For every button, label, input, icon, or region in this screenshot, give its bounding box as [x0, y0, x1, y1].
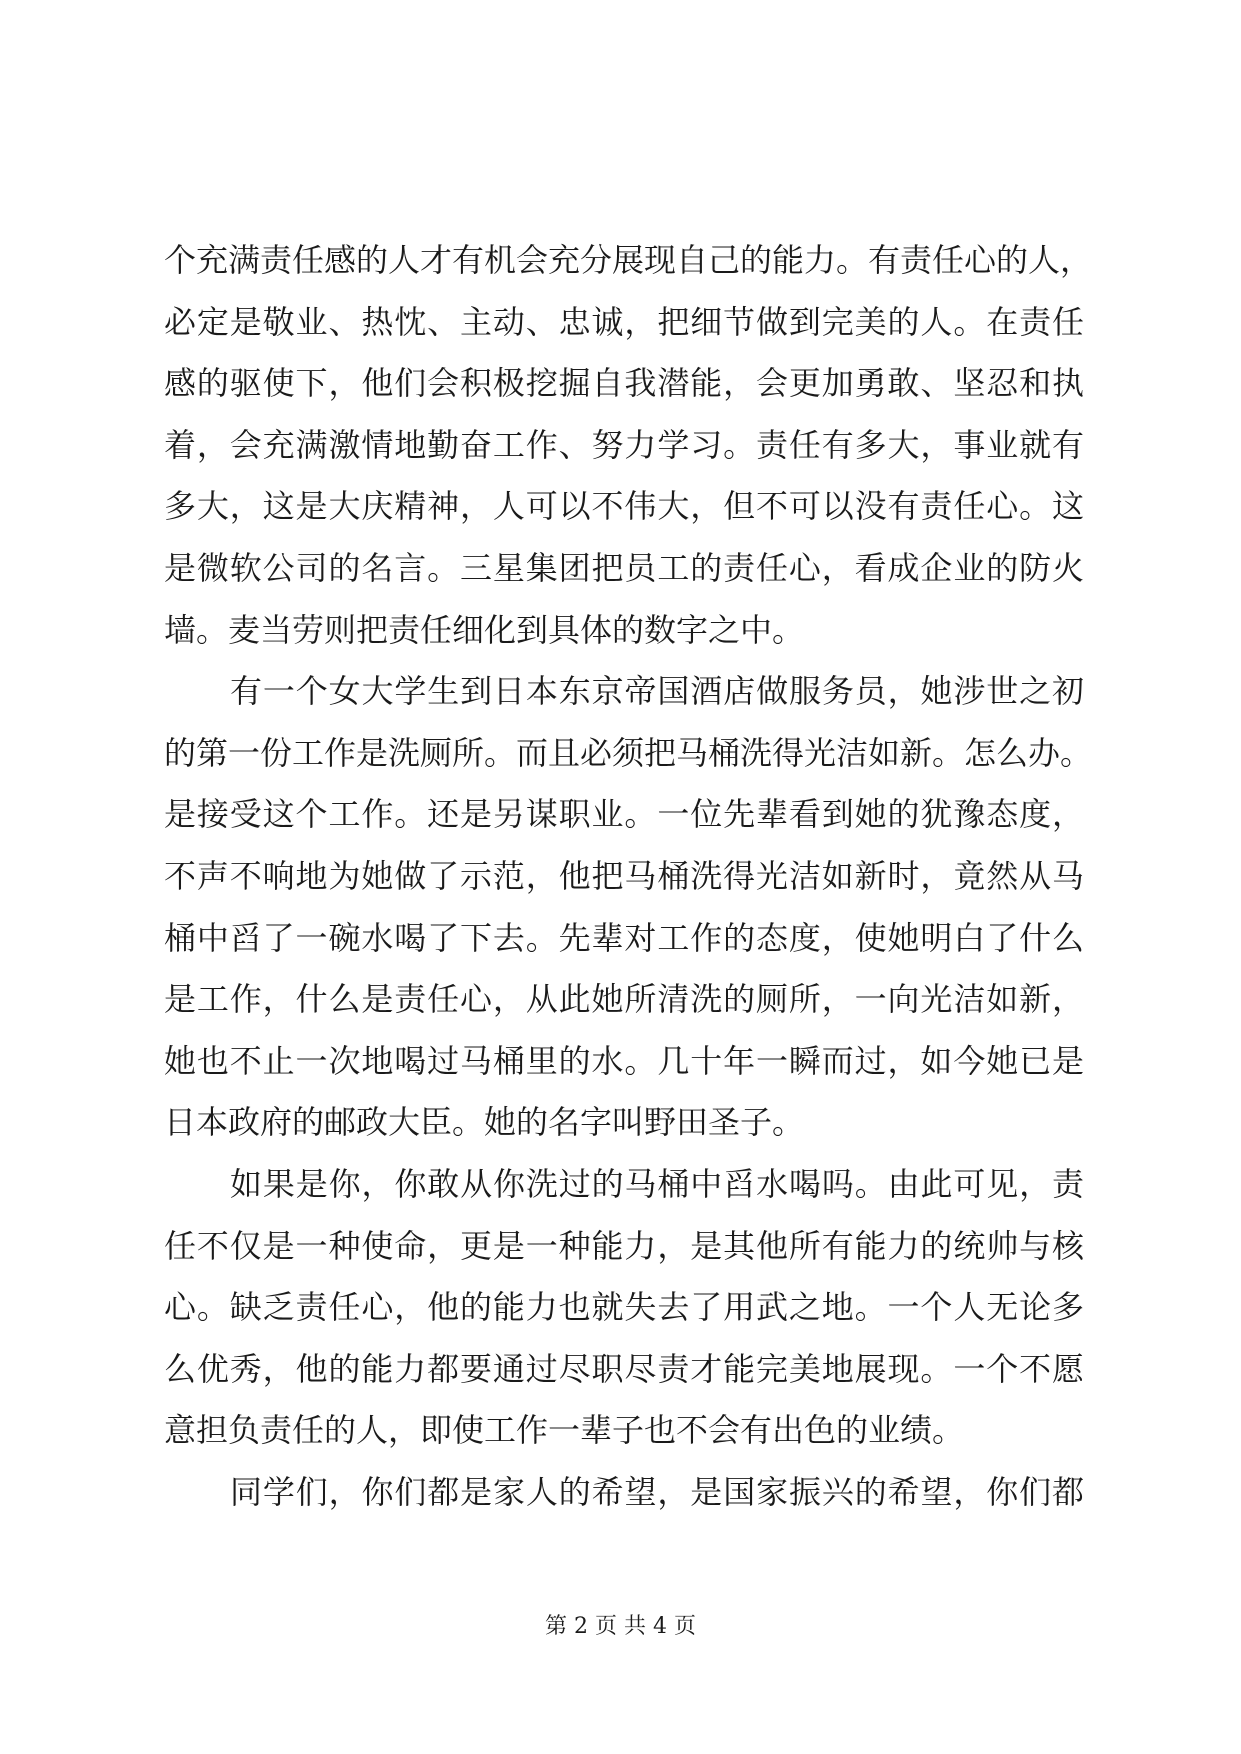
paragraph-first-line: 如果是你，你敢从你洗过的马桶中舀水喝吗。由此可见，责 [230, 1164, 1084, 1203]
text-line: 多大，这是大庆精神，人可以不伟大，但不可以没有责任心。这 [164, 487, 1084, 526]
text-line: 心。缺乏责任心，他的能力也就失去了用武之地。一个人无论多 [164, 1288, 1084, 1327]
text-line: 任不仅是一种使命，更是一种能力，是其他所有能力的统帅与核 [164, 1226, 1084, 1265]
page-number-footer: 第 2 页 共 4 页 [545, 1614, 696, 1639]
text-line: 不声不响地为她做了示范，他把马桶洗得光洁如新时，竟然从马 [164, 856, 1084, 895]
text-line: 日本政府的邮政大臣。她的名字叫野田圣子。 [164, 1103, 805, 1142]
text-line: 是工作，什么是责任心，从此她所清洗的厕所，一向光洁如新， [164, 980, 1084, 1019]
text-line: 是接受这个工作。还是另谋职业。一位先辈看到她的犹豫态度， [164, 795, 1084, 834]
text-line: 着，会充满激情地勤奋工作、努力学习。责任有多大，事业就有 [164, 425, 1084, 464]
text-line: 她也不止一次地喝过马桶里的水。几十年一瞬而过，如今她已是 [164, 1041, 1084, 1080]
text-line: 个充满责任感的人才有机会充分展现自己的能力。有责任心的人， [164, 241, 1093, 279]
text-line: 意担负责任的人，即使工作一辈子也不会有出色的业绩。 [164, 1411, 965, 1450]
document-body [164, 230, 1093, 1523]
text-line: 是微软公司的名言。三星集团把员工的责任心，看成企业的防火 [164, 548, 1084, 587]
text-line: 么优秀，他的能力都要通过尽职尽责才能完美地展现。一个不愿 [164, 1349, 1084, 1388]
text-line: 桶中舀了一碗水喝了下去。先辈对工作的态度，使她明白了什么 [164, 918, 1084, 957]
text-line: 墙。麦当劳则把责任细化到具体的数字之中。 [164, 610, 805, 649]
text-line: 必定是敬业、热忱、主动、忠诚，把细节做到完美的人。在责任 [164, 302, 1084, 341]
text-line: 的第一份工作是洗厕所。而且必须把马桶洗得光洁如新。怎么办。 [164, 733, 1093, 772]
paragraph-first-line: 有一个女大学生到日本东京帝国酒店做服务员，她涉世之初 [230, 672, 1084, 711]
paragraph-first-line: 同学们，你们都是家人的希望，是国家振兴的希望，你们都 [230, 1472, 1084, 1511]
text-line: 感的驱使下，他们会积极挖掘自我潜能，会更加勇敢、坚忍和执 [164, 364, 1084, 403]
